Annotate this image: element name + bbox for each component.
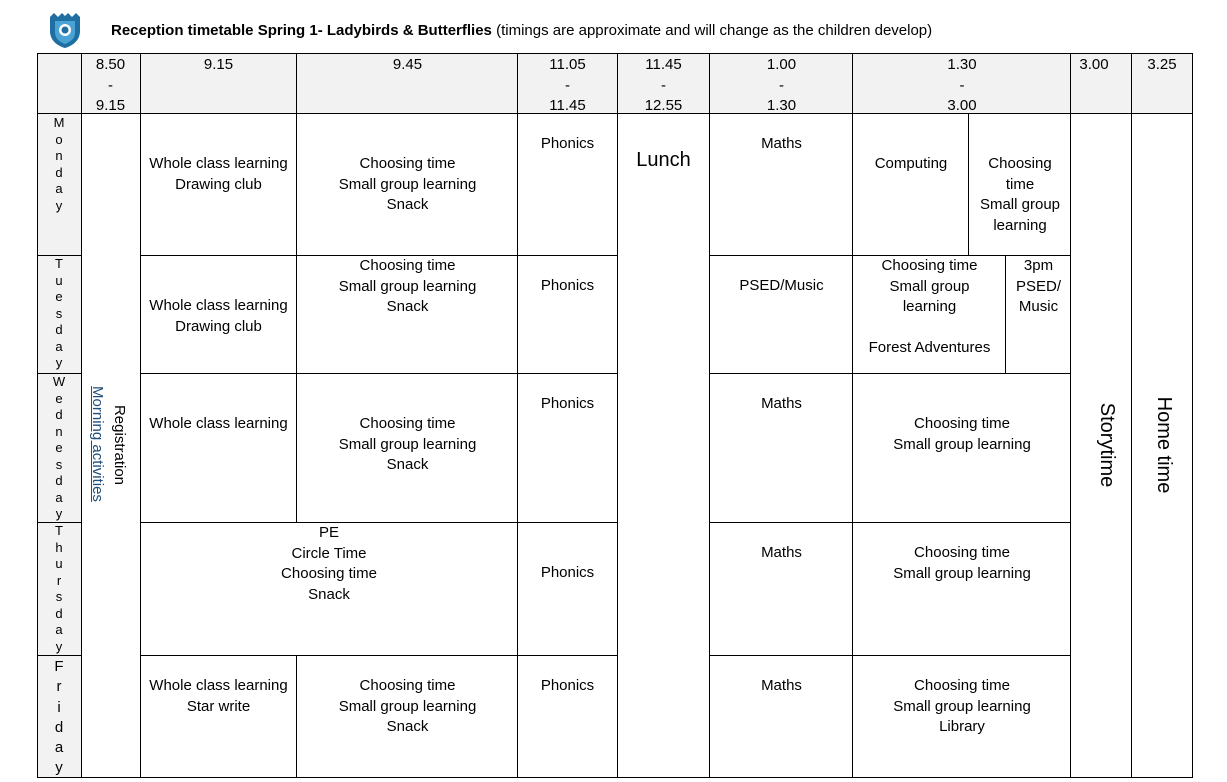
fri-whole-class: Whole class learning Star write <box>149 677 288 715</box>
home-time-label: Home time <box>1153 396 1175 494</box>
time-1145: 11.45 - 12.55 <box>644 56 683 114</box>
day-thursday: T h u r s d a y <box>55 523 63 654</box>
tue-choosing-pm: Choosing time Small group learning Forest Adventures <box>868 257 991 356</box>
mon-maths: Maths <box>761 135 802 152</box>
registration-label: Registration <box>111 404 128 486</box>
day-friday: F r i d a y <box>54 658 64 777</box>
time-1105: 11.05 - 11.45 <box>549 56 586 114</box>
time-915: 9.15 <box>203 56 234 73</box>
title-main: Reception timetable Spring 1- Ladybirds & Butterflies <box>111 21 492 39</box>
mon-choosing: Choosing time Small group learning Snack <box>338 155 477 213</box>
time-945: 9.45 <box>392 56 423 73</box>
storytime-label: Storytime <box>1096 402 1118 488</box>
thu-maths: Maths <box>761 544 802 561</box>
day-monday: M o n d a y <box>53 115 65 213</box>
thu-choosing-pm: Choosing time Small group learning <box>893 544 1031 582</box>
mon-computing: Computing <box>874 155 948 172</box>
wed-whole-class: Whole class learning <box>149 415 288 432</box>
mon-choosing-pm: Choosing time Small group learning <box>979 155 1061 234</box>
wed-phonics: Phonics <box>540 395 595 412</box>
time-300: 3.00 <box>1079 56 1109 73</box>
time-130: 1.30 - 3.00 <box>947 56 977 114</box>
mon-whole-class: Whole class learning Drawing club <box>149 155 288 193</box>
mon-phonics: Phonics <box>540 135 595 152</box>
day-tuesday: T u e s d a y <box>55 256 63 370</box>
fri-phonics: Phonics <box>540 677 595 694</box>
wed-choosing-pm: Choosing time Small group learning <box>893 415 1031 453</box>
tue-psed-music: PSED/Music <box>739 277 824 294</box>
tue-whole-class: Whole class learning Drawing club <box>149 297 288 335</box>
tue-3pm-psed: 3pm PSED/ Music <box>1015 257 1061 315</box>
fri-choosing: Choosing time Small group learning Snack <box>338 677 477 735</box>
fri-maths: Maths <box>761 677 802 694</box>
wed-maths: Maths <box>761 395 802 412</box>
thu-pe-circle: PE Circle Time Choosing time Snack <box>281 524 377 603</box>
tue-choosing: Choosing time Small group learning Snack <box>338 257 477 315</box>
time-100: 1.00 - 1.30 <box>766 56 797 114</box>
wed-choosing: Choosing time Small group learning Snack <box>338 415 477 473</box>
lunch-label: Lunch <box>636 149 691 171</box>
morning-activities-label: Morning activities <box>89 386 106 502</box>
tue-phonics: Phonics <box>540 277 595 294</box>
title-note: (timings are approximate and will change as the children develop) <box>491 21 933 39</box>
day-wednesday: W e d n e s d a y <box>52 374 66 521</box>
fri-choosing-pm: Choosing time Small group learning Library <box>893 677 1031 735</box>
thu-phonics: Phonics <box>540 564 595 581</box>
time-325: 3.25 <box>1147 56 1177 73</box>
time-850: 8.50 - 9.15 <box>95 56 126 114</box>
